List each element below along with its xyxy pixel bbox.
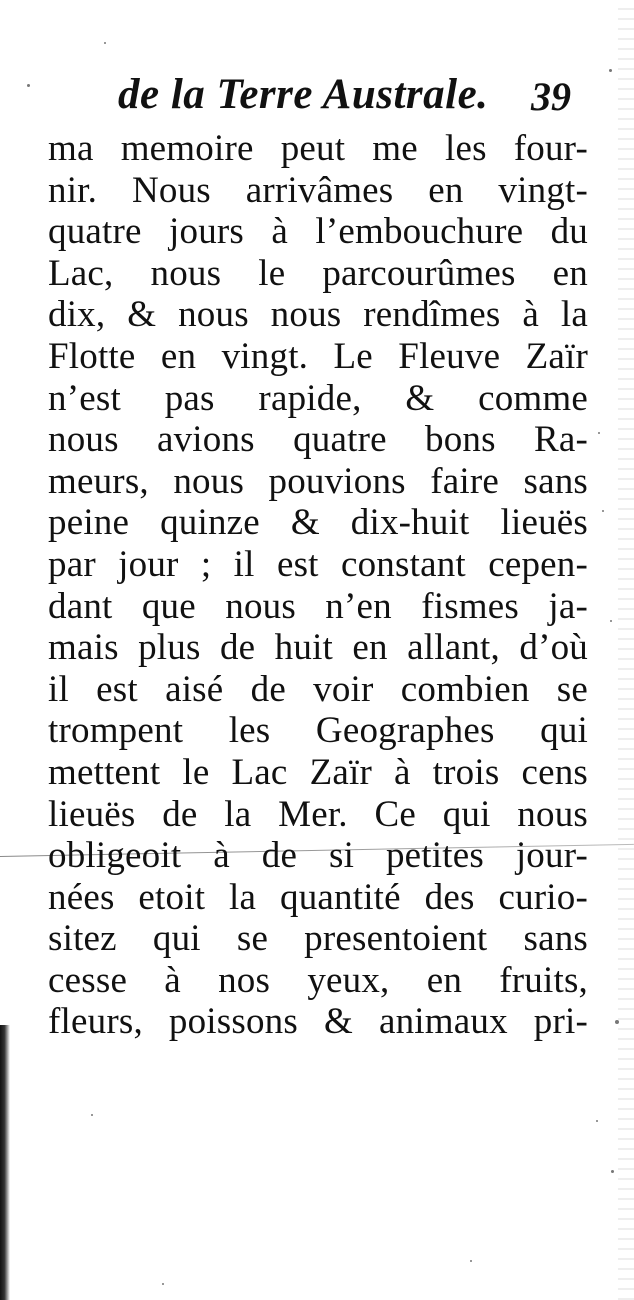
running-head: de la Terre Australe. (118, 71, 489, 118)
text-line: cesse à nos yeux, en fruits, (48, 959, 588, 1001)
text-line: obligeoit à de si petites jour- (48, 835, 588, 877)
paper-speck (598, 432, 600, 434)
text-line: n’est pas rapide, & comme (48, 377, 588, 419)
text-line: nir. Nous arrivâmes en vingt- (48, 169, 588, 211)
paper-speck (610, 620, 612, 622)
paper-speck (104, 42, 106, 44)
page-number: 39 (531, 74, 571, 119)
text-line: sitez qui se presentoient sans (48, 918, 588, 960)
text-line: il est aisé de voir combien se (48, 668, 588, 710)
text-line: fleurs, poissons & animaux pri- (48, 1001, 588, 1043)
text-line: trompent les Geographes qui (48, 710, 588, 752)
paper-speck (470, 1260, 472, 1262)
paper-speck (602, 510, 604, 512)
text-line: meurs, nous pouvions faire sans (48, 460, 588, 502)
text-line: mettent le Lac Zaïr à trois cens (48, 751, 588, 793)
paper-speck (162, 1283, 164, 1285)
text-line: Flotte en vingt. Le Fleuve Zaïr (48, 335, 588, 377)
paper-speck (611, 1170, 614, 1173)
paper-speck (615, 1020, 619, 1024)
text-line: dix, & nous nous rendîmes à la (48, 294, 588, 336)
text-line: mais plus de huit en allant, d’où (48, 627, 588, 669)
text-line: Lac, nous le parcourûmes en (48, 252, 588, 294)
text-line: quatre jours à l’embouchure du (48, 211, 588, 253)
paper-speck (91, 1114, 93, 1116)
paper-speck (596, 1120, 598, 1122)
text-line: nées etoit la quantité des curio- (48, 876, 588, 918)
text-line: dant que nous n’en fismes ja- (48, 585, 588, 627)
text-line: peine quinze & dix-huit lieuës (48, 502, 588, 544)
page-edge (618, 0, 634, 1300)
text-line: par jour ; il est constant cepen- (48, 543, 588, 585)
main-text (48, 128, 588, 1088)
text-line: ma memoire peut me les four- (48, 128, 588, 169)
text-line: lieuës de la Mer. Ce qui nous (48, 793, 588, 835)
paper-speck (609, 69, 612, 72)
binding-shadow (0, 1025, 10, 1300)
paper-speck (27, 84, 30, 87)
text-line: nous avions quatre bons Ra- (48, 419, 588, 461)
